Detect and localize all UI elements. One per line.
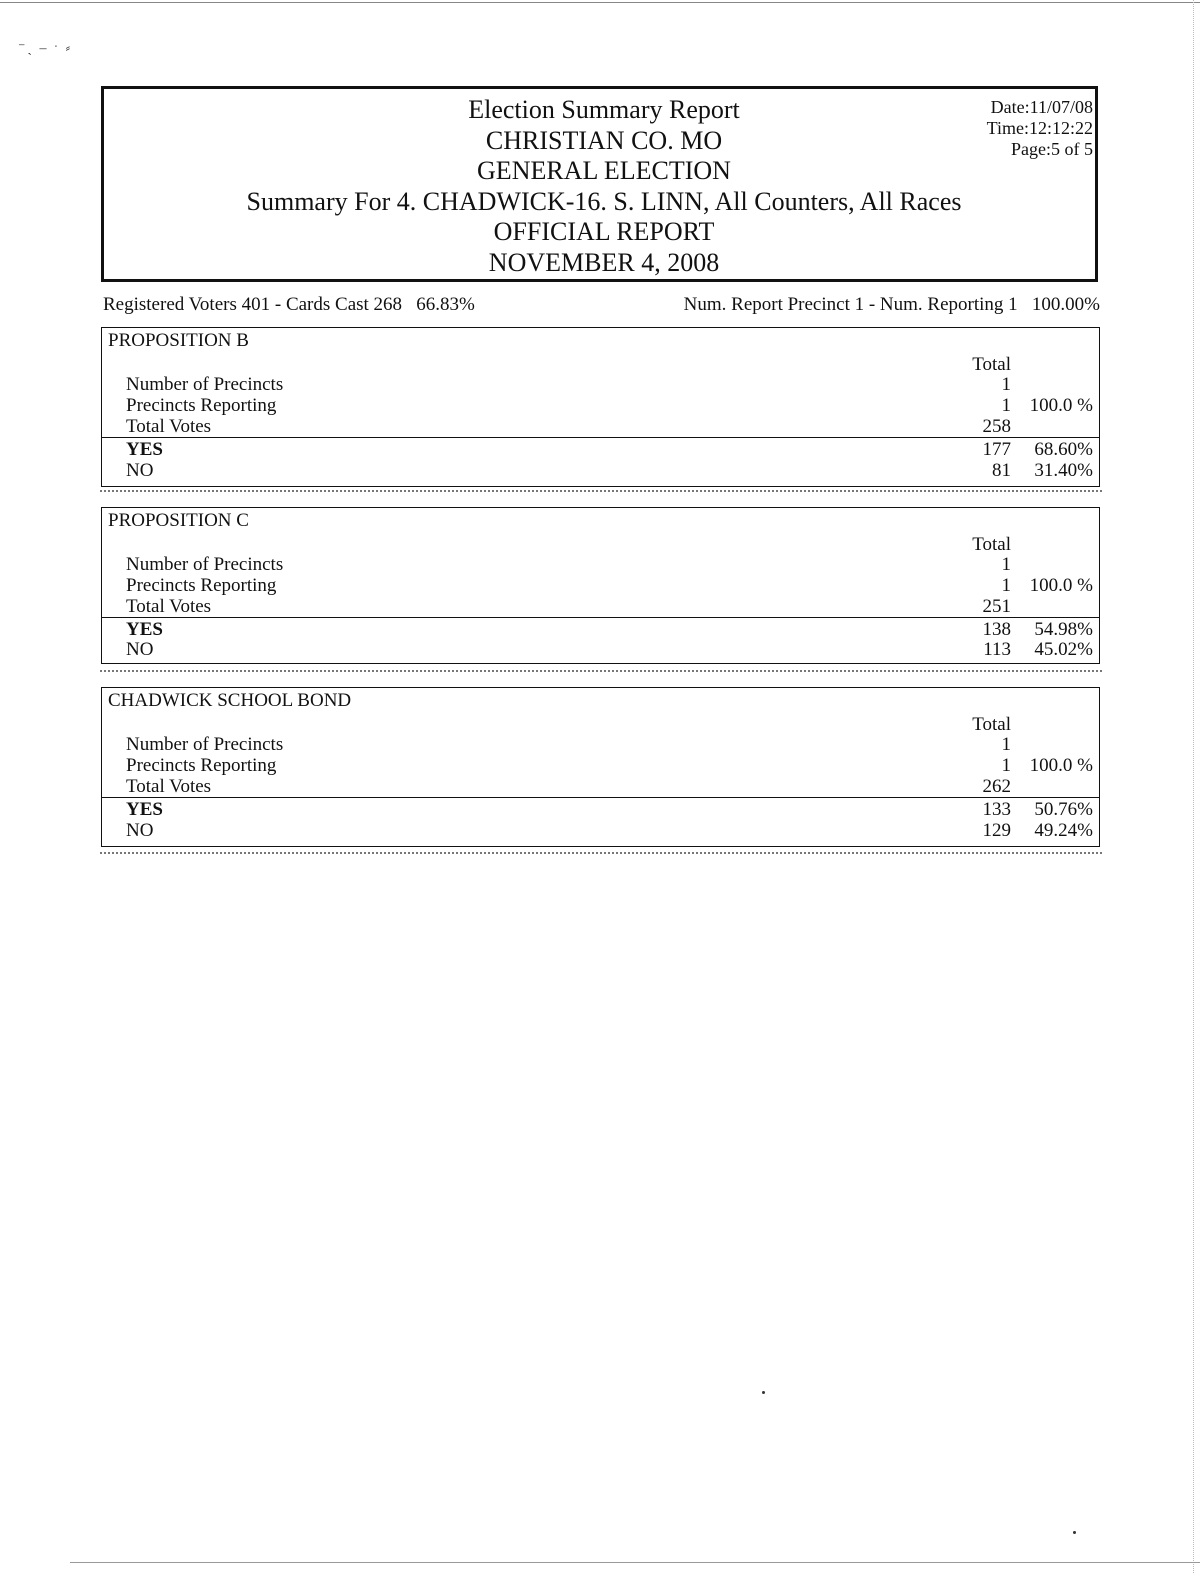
table-row	[102, 439, 1099, 460]
row-total: 258	[982, 416, 1011, 437]
precincts-reporting-summary: Num. Report Precinct 1 - Num. Reporting 1 100.00%	[683, 294, 1100, 315]
report-time: Time:12:12:22	[986, 118, 1093, 138]
table-row	[102, 734, 1099, 755]
row-percent: 50.76%	[1034, 799, 1093, 820]
total-column-header-row	[102, 534, 1099, 555]
row-total: 1	[1001, 554, 1011, 575]
scan-right-edge	[1193, 0, 1195, 1573]
table-row	[102, 374, 1099, 395]
report-title-block	[104, 95, 1104, 278]
row-label: NO	[126, 639, 154, 660]
race-chadwick-school-bond	[101, 687, 1100, 847]
row-divider	[102, 617, 1099, 618]
race-title: PROPOSITION B	[108, 330, 249, 351]
row-total: 1	[1001, 395, 1011, 416]
row-total: 1	[1001, 734, 1011, 755]
scan-noise-line	[100, 670, 1102, 674]
summary-scope: Summary For 4. CHADWICK-16. S. LINN, All Counters, All Races	[246, 186, 962, 216]
table-row	[102, 799, 1099, 820]
table-row	[102, 575, 1099, 596]
county-name: CHRISTIAN CO. MO	[485, 125, 723, 155]
table-row	[102, 460, 1099, 481]
row-percent: 100.0 %	[1029, 575, 1093, 596]
row-percent: 49.24%	[1034, 820, 1093, 841]
report-title: Election Summary Report	[468, 95, 740, 124]
row-total: 1	[1001, 755, 1011, 776]
row-label: Total Votes	[126, 776, 212, 797]
row-label: Number of Precincts	[126, 374, 284, 395]
row-label: Precincts Reporting	[126, 575, 277, 596]
total-column-header-row	[102, 714, 1099, 735]
report-date: Date:11/07/08	[990, 97, 1093, 117]
row-label: YES	[126, 799, 163, 820]
row-label: NO	[126, 820, 154, 841]
election-type: GENERAL ELECTION	[477, 156, 731, 185]
total-column-header-row	[102, 354, 1099, 375]
row-total: 129	[982, 820, 1011, 841]
row-percent: 100.0 %	[1029, 395, 1093, 416]
scan-bottom-edge	[70, 1562, 1200, 1563]
row-total: 251	[982, 596, 1011, 617]
table-row	[102, 395, 1099, 416]
table-row	[102, 619, 1099, 640]
row-label: Number of Precincts	[126, 554, 284, 575]
row-percent: 45.02%	[1034, 639, 1093, 660]
report-meta	[987, 97, 1093, 160]
total-column-header: Total	[972, 534, 1011, 555]
race-proposition-b	[101, 327, 1100, 487]
race-title: PROPOSITION C	[108, 510, 249, 531]
row-total: 133	[982, 799, 1011, 820]
row-percent: 54.98%	[1034, 619, 1093, 640]
report-status: OFFICIAL REPORT	[493, 217, 715, 246]
total-column-header: Total	[972, 714, 1011, 735]
row-divider	[102, 797, 1099, 798]
election-date: NOVEMBER 4, 2008	[488, 247, 720, 277]
row-label: NO	[126, 460, 154, 481]
table-row	[102, 596, 1099, 617]
row-label: Number of Precincts	[126, 734, 284, 755]
row-divider	[102, 437, 1099, 438]
row-percent: 100.0 %	[1029, 755, 1093, 776]
row-label: Total Votes	[126, 416, 212, 437]
row-label: Total Votes	[126, 596, 212, 617]
table-row	[102, 554, 1099, 575]
table-row	[102, 820, 1099, 841]
row-label: YES	[126, 439, 163, 460]
race-proposition-c	[101, 507, 1100, 664]
row-percent: 68.60%	[1034, 439, 1093, 460]
row-label: YES	[126, 619, 163, 640]
registered-voters-summary: Registered Voters 401 - Cards Cast 268 66.83%	[103, 294, 475, 315]
row-total: 1	[1001, 575, 1011, 596]
row-label: Precincts Reporting	[126, 755, 277, 776]
row-total: 1	[1001, 374, 1011, 395]
scan-speck	[1073, 1531, 1076, 1534]
race-title: CHADWICK SCHOOL BOND	[108, 690, 352, 711]
row-total: 138	[982, 619, 1011, 640]
table-row	[102, 416, 1099, 437]
row-label: Precincts Reporting	[126, 395, 277, 416]
scan-top-edge	[0, 2, 1200, 3]
row-total: 81	[992, 460, 1011, 481]
total-column-header: Total	[972, 354, 1011, 375]
table-row	[102, 776, 1099, 797]
scan-corner-mark: ⁻ˏ ‒ ˑ ⸗	[18, 41, 73, 56]
row-total: 177	[982, 439, 1011, 460]
scan-speck	[762, 1391, 765, 1394]
scan-noise-line	[100, 490, 1102, 494]
row-total: 113	[983, 639, 1011, 660]
row-total: 262	[982, 776, 1011, 797]
scan-noise-line	[100, 852, 1102, 856]
row-percent: 31.40%	[1034, 460, 1093, 481]
table-row	[102, 639, 1099, 660]
table-row	[102, 755, 1099, 776]
page-number: Page:5 of 5	[1011, 139, 1093, 159]
report-header-box	[101, 86, 1098, 282]
